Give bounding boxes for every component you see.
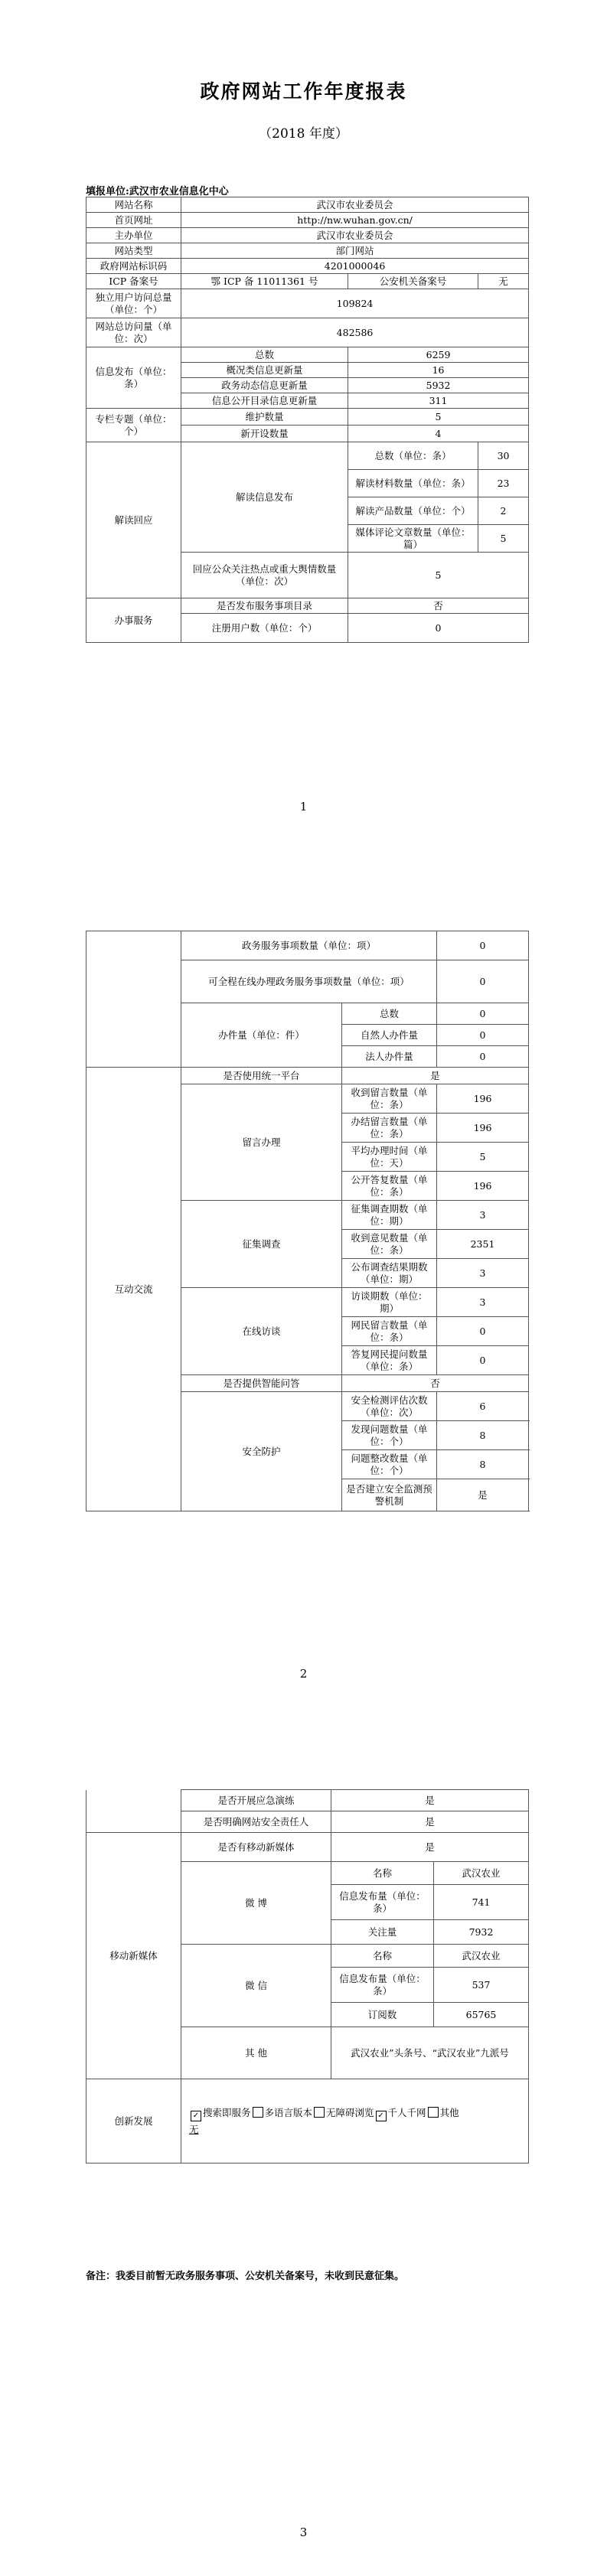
cell-label: 政务服务事项数量（单位：项） [181, 931, 437, 960]
cell-value: 0 [437, 1003, 529, 1025]
report-title: 政府网站工作年度报表 [200, 80, 407, 103]
cell-label: 自然人办件量 [342, 1025, 437, 1046]
cell-label: 是否使用统一平台 [181, 1068, 342, 1084]
cell-label: 信息发布量（单位：条） [331, 1885, 434, 1920]
cell-label: 网站类型 [86, 243, 181, 259]
cell-value: 3 [437, 1201, 529, 1230]
cell-value: 3 [437, 1288, 529, 1317]
cell-label: 独立用户访问总量（单位：个） [86, 289, 181, 318]
cell-label: 是否明确网站安全责任人 [181, 1811, 331, 1833]
homepage-url: http://nw.wuhan.gov.cn/ [181, 213, 529, 228]
cell-value: 4 [348, 426, 529, 442]
innovation-option: 千人千网 [387, 2106, 426, 2118]
cell-value: 0 [437, 960, 529, 1003]
checkbox[interactable] [253, 2107, 263, 2118]
cell-label: 总数（单位：条） [348, 442, 478, 470]
innovation-other-text: 无 [189, 2123, 199, 2135]
cell-value: 2351 [437, 1230, 529, 1259]
page-number: 1 [299, 800, 308, 814]
cell-value: 196 [437, 1172, 529, 1201]
cell-label: 是否提供智能问答 [181, 1375, 342, 1392]
cell-value: 741 [434, 1885, 529, 1920]
cell-value: 5 [348, 409, 529, 426]
cell-label: 新开设数量 [181, 426, 348, 442]
page-number: 2 [299, 1667, 308, 1681]
cell-value: 0 [437, 1346, 529, 1375]
cell-label: 网民留言数量（单位：条） [342, 1317, 437, 1346]
cell-label: 留言办理 [181, 1084, 342, 1201]
cell-value: 6 [437, 1392, 529, 1421]
cell-label: 公开答复数量（单位：条） [342, 1172, 437, 1201]
cell-label: 安全检测评估次数（单位：次） [342, 1392, 437, 1421]
report-table-page3 [86, 1789, 529, 2164]
cell-value: 否 [348, 598, 529, 614]
cell-value: 30 [478, 442, 529, 470]
report-table-page2 [86, 931, 529, 1511]
cell-label: 回应公众关注热点或重大舆情数量（单位：次） [181, 553, 348, 598]
cell-label: 专栏专题（单位：个） [86, 409, 181, 442]
cell-label: 办结留言数量（单位：条） [342, 1114, 437, 1143]
cell-label: 平均办理时间（单位：天） [342, 1143, 437, 1172]
cell-label: 政府网站标识码 [86, 259, 181, 274]
innovation-option: 其他 [439, 2106, 459, 2118]
cell-label: 在线访谈 [181, 1288, 342, 1375]
checkbox[interactable] [428, 2107, 439, 2118]
cell-label: 解读材料数量（单位：条） [348, 470, 478, 497]
cell-label: 公安机关备案号 [348, 274, 478, 289]
cell-value: 武汉农业”头条号、“武汉农业”九派号 [331, 2027, 529, 2079]
cell-label: 解读回应 [86, 442, 181, 598]
cell-label: 解读产品数量（单位：个） [348, 497, 478, 525]
cell-value: 是 [342, 1068, 529, 1084]
checkbox-checked[interactable]: ✓ [376, 2111, 387, 2121]
cell-label: 政务动态信息更新量 [181, 378, 348, 393]
cell-label: 网站总访问量（单位：次） [86, 318, 181, 347]
cell-label: 维护数量 [181, 409, 348, 426]
cell-label: 是否建立安全监测预警机制 [342, 1479, 437, 1511]
cell-value: 是 [331, 1811, 529, 1833]
cell-value: 是 [437, 1479, 529, 1511]
innovation-options [181, 2079, 529, 2164]
cell-value: 16 [348, 363, 529, 378]
report-table-page1 [86, 197, 529, 643]
cell-label: 征集调查期数（单位：期） [342, 1201, 437, 1230]
cell-label: 解读信息发布 [181, 442, 348, 553]
cell-label: 问题整改数量（单位：个） [342, 1450, 437, 1479]
cell-value: 109824 [181, 289, 529, 318]
cell-label: 首页网址 [86, 213, 181, 228]
cell-value: 部门网站 [181, 243, 529, 259]
cell-value: 0 [437, 1025, 529, 1046]
cell-label: 安全防护 [181, 1392, 342, 1511]
report-year: （2018 年度） [259, 126, 348, 142]
cell-value: 311 [348, 393, 529, 409]
cell-value: 是 [331, 1833, 529, 1862]
page-number: 3 [299, 2525, 308, 2539]
cell-label: 概况类信息更新量 [181, 363, 348, 378]
cell-label: ICP 备案号 [86, 274, 181, 289]
cell-label: 关注量 [331, 1920, 434, 1945]
cell-value: 5 [478, 525, 529, 553]
cell-value: 0 [437, 931, 529, 960]
cell-value: 鄂 ICP 备 11011361 号 [181, 274, 348, 289]
cell-blank [86, 1790, 181, 1833]
cell-value: 武汉农业 [434, 1862, 529, 1885]
cell-label: 是否发布服务事项目录 [181, 598, 348, 614]
cell-label: 公布调查结果期数（单位：期） [342, 1259, 437, 1288]
cell-value: 0 [437, 1317, 529, 1346]
cell-label: 可全程在线办理政务服务事项数量（单位：项） [181, 960, 437, 1003]
cell-value: 2 [478, 497, 529, 525]
cell-label: 收到意见数量（单位：条） [342, 1230, 437, 1259]
cell-label: 信息发布量（单位：条） [331, 1968, 434, 2003]
cell-value: 8 [437, 1421, 529, 1450]
checkbox[interactable] [314, 2107, 325, 2118]
cell-label: 互动交流 [86, 1068, 181, 1511]
cell-value: 196 [437, 1084, 529, 1114]
cell-label: 微 博 [181, 1862, 331, 1945]
cell-label: 办事服务 [86, 598, 181, 643]
cell-value: 武汉市农业委员会 [181, 228, 529, 243]
cell-value: 537 [434, 1968, 529, 2003]
cell-label: 总数 [342, 1003, 437, 1025]
cell-value: 5932 [348, 378, 529, 393]
cell-value: 8 [437, 1450, 529, 1479]
cell-value: 5 [348, 553, 529, 598]
cell-label: 名称 [331, 1862, 434, 1885]
reporting-unit: 填报单位:武汉市农业信息化中心 [86, 186, 229, 197]
cell-label: 媒体评论文章数量（单位：篇） [348, 525, 478, 553]
cell-value: 是 [331, 1790, 529, 1811]
cell-value: 196 [437, 1114, 529, 1143]
cell-label: 是否开展应急演练 [181, 1790, 331, 1811]
cell-label: 创新发展 [86, 2079, 181, 2164]
cell-value: 无 [478, 274, 529, 289]
cell-label: 名称 [331, 1945, 434, 1968]
cell-label: 网站名称 [86, 197, 181, 213]
checkbox-checked[interactable]: ✓ [191, 2111, 201, 2121]
cell-label: 是否有移动新媒体 [181, 1833, 331, 1862]
cell-label: 信息公开目录信息更新量 [181, 393, 348, 409]
cell-value: 武汉农业 [434, 1945, 529, 1968]
cell-value: 482586 [181, 318, 529, 347]
cell-label: 总数 [181, 347, 348, 363]
cell-value: 23 [478, 470, 529, 497]
cell-label: 其 他 [181, 2027, 331, 2079]
cell-blank [86, 931, 181, 1068]
cell-label: 微 信 [181, 1945, 331, 2027]
cell-label: 办件量（单位：件） [181, 1003, 342, 1068]
cell-value: 65765 [434, 2003, 529, 2027]
cell-value: 7932 [434, 1920, 529, 1945]
cell-value: 5 [437, 1143, 529, 1172]
cell-label: 注册用户数（单位：个） [181, 614, 348, 643]
cell-label: 信息发布（单位：条） [86, 347, 181, 409]
innovation-option: 搜索即服务 [203, 2106, 251, 2118]
cell-label: 主办单位 [86, 228, 181, 243]
cell-value: 武汉市农业委员会 [181, 197, 529, 213]
cell-value: 0 [437, 1046, 529, 1068]
cell-value: 4201000046 [181, 259, 529, 274]
cell-value: 6259 [348, 347, 529, 363]
cell-value: 3 [437, 1259, 529, 1288]
cell-value: 否 [342, 1375, 529, 1392]
innovation-option: 无障碍浏览 [326, 2106, 374, 2118]
cell-label: 收到留言数量（单位：条） [342, 1084, 437, 1114]
remark: 备注：我委目前暂无政务服务事项、公安机关备案号，未收到民意征集。 [86, 2271, 405, 2282]
cell-label: 答复网民提问数量（单位：条） [342, 1346, 437, 1375]
cell-label: 访谈期数（单位：期） [342, 1288, 437, 1317]
cell-label: 移动新媒体 [86, 1833, 181, 2079]
cell-value: 0 [348, 614, 529, 643]
cell-label: 法人办件量 [342, 1046, 437, 1068]
cell-label: 征集调查 [181, 1201, 342, 1288]
cell-label: 订阅数 [331, 2003, 434, 2027]
cell-label: 发现问题数量（单位：个） [342, 1421, 437, 1450]
innovation-option: 多语言版本 [264, 2106, 313, 2118]
